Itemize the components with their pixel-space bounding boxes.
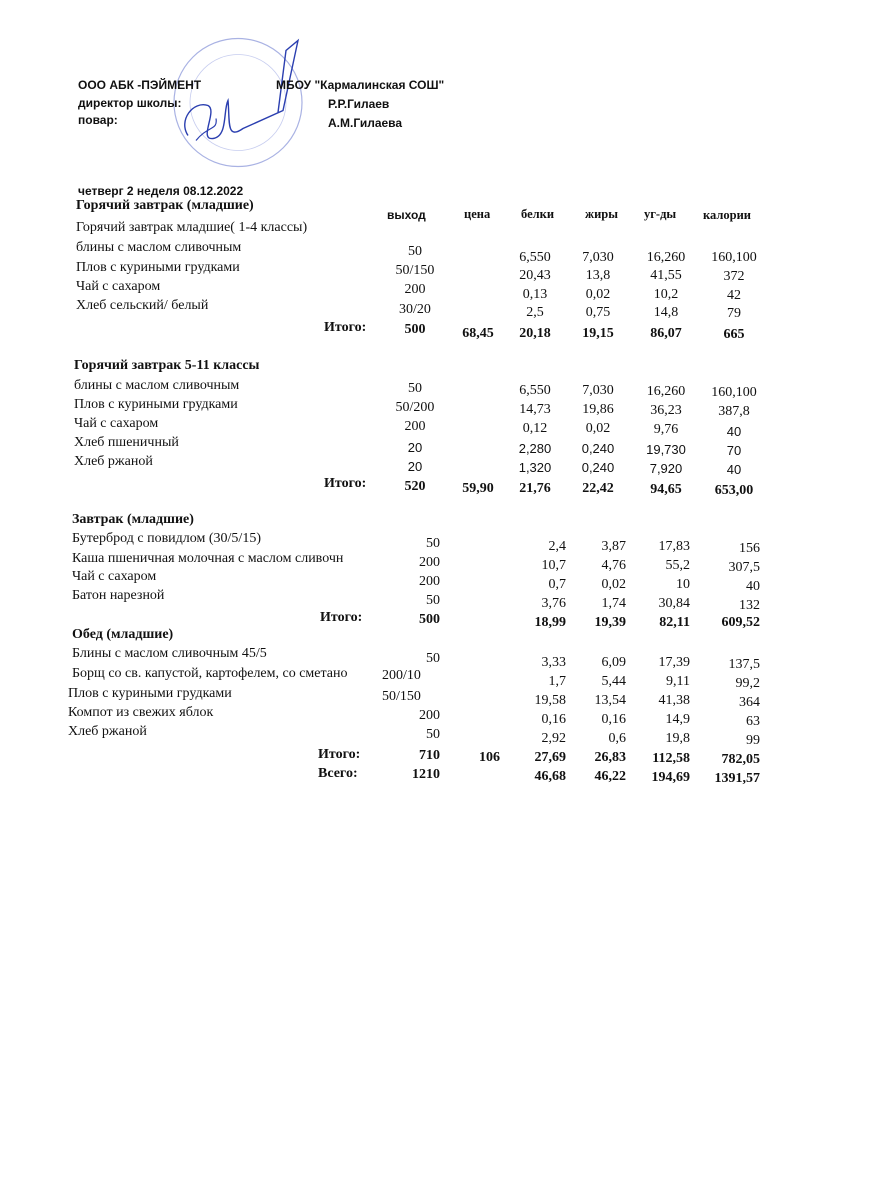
col-price: цена xyxy=(464,207,491,221)
item-carbs: 36,23 xyxy=(650,403,682,418)
item-calories: 40 xyxy=(726,462,742,477)
item-output: 200 xyxy=(419,555,440,570)
org-left: ООО АБК -ПЭЙМЕНТ xyxy=(78,78,202,92)
item-output: 200 xyxy=(419,574,440,589)
menu-item-name: Чай с сахаром xyxy=(74,416,159,431)
item-calories: 70 xyxy=(726,443,742,458)
item-proteins: 0,7 xyxy=(548,577,566,592)
school-stamp-icon xyxy=(168,28,308,178)
item-fats: 1,74 xyxy=(601,596,626,611)
item-output: 50 xyxy=(426,536,440,551)
section-title: Горячий завтрак 5-11 классы xyxy=(74,358,260,373)
menu-item-name: Плов с куриными грудками xyxy=(74,397,238,412)
item-fats: 19,86 xyxy=(582,402,614,417)
section-subtitle: Горячий завтрак младшие( 1-4 классы) xyxy=(76,220,308,235)
item-calories: 79 xyxy=(727,306,741,321)
item-carbs: 16,260 xyxy=(646,250,686,265)
grand-total-label: Всего: xyxy=(318,766,358,781)
item-output: 50 xyxy=(426,593,440,608)
col-output: выход xyxy=(387,208,426,222)
item-proteins: 2,280 xyxy=(518,441,552,456)
item-fats: 13,54 xyxy=(594,693,626,708)
total-proteins: 20,18 xyxy=(519,326,551,341)
menu-item-name: Хлеб сельский/ белый xyxy=(76,298,209,313)
total-proteins: 21,76 xyxy=(519,481,551,496)
item-fats: 6,09 xyxy=(601,655,626,670)
item-carbs: 7,920 xyxy=(649,461,683,476)
total-carbs: 112,58 xyxy=(652,751,690,766)
item-proteins: 1,320 xyxy=(518,460,552,475)
menu-item-name: Плов с куриными грудками xyxy=(68,686,232,701)
item-carbs: 19,8 xyxy=(665,731,690,746)
col-calories: калории xyxy=(703,208,751,222)
grand-total-proteins: 46,68 xyxy=(534,769,566,784)
item-proteins: 3,76 xyxy=(541,596,566,611)
menu-item-name: Чай с сахаром xyxy=(76,279,161,294)
total-label: Итого: xyxy=(324,476,367,491)
item-calories: 307,5 xyxy=(728,560,760,575)
total-calories: 782,05 xyxy=(721,752,760,767)
grand-total-calories: 1391,57 xyxy=(714,771,760,786)
item-carbs: 14,9 xyxy=(665,712,690,727)
item-calories: 99,2 xyxy=(735,676,760,691)
item-output: 20 xyxy=(407,459,423,474)
item-proteins: 3,33 xyxy=(541,655,566,670)
item-proteins: 2,5 xyxy=(526,305,544,320)
section-title: Завтрак (младшие) xyxy=(72,512,194,527)
item-output: 200 xyxy=(404,282,426,297)
item-calories: 63 xyxy=(746,714,760,729)
menu-item-name: Хлеб пшеничный xyxy=(74,435,179,450)
total-fats: 26,83 xyxy=(594,750,626,765)
item-proteins: 0,16 xyxy=(541,712,566,727)
total-price: 106 xyxy=(479,750,500,765)
item-carbs: 55,2 xyxy=(665,558,690,573)
org-right: МБОУ "Кармалинская СОШ" xyxy=(276,78,445,92)
total-calories: 609,52 xyxy=(721,615,760,630)
item-carbs: 19,730 xyxy=(646,442,686,457)
item-carbs: 10 xyxy=(676,577,690,592)
item-output: 200 xyxy=(419,708,440,723)
total-output: 500 xyxy=(419,612,440,627)
item-proteins: 6,550 xyxy=(519,250,551,265)
item-fats: 0,75 xyxy=(585,305,611,320)
grand-total-carbs: 194,69 xyxy=(651,770,690,785)
item-output: 50/150 xyxy=(395,263,435,278)
item-proteins: 1,7 xyxy=(548,674,566,689)
item-carbs: 17,83 xyxy=(658,539,690,554)
item-fats: 0,16 xyxy=(601,712,626,727)
item-fats: 7,030 xyxy=(582,250,614,265)
item-calories: 160,100 xyxy=(711,385,757,400)
item-proteins: 19,58 xyxy=(534,693,566,708)
total-label: Итого: xyxy=(320,610,363,625)
menu-item-name: Каша пшеничная молочная с маслом сливочн xyxy=(72,551,344,566)
item-proteins: 2,92 xyxy=(541,731,566,746)
total-carbs: 82,11 xyxy=(659,615,690,630)
cook-label: повар: xyxy=(78,113,118,127)
item-fats: 3,87 xyxy=(601,539,626,554)
item-fats: 0,02 xyxy=(585,421,611,436)
total-price: 68,45 xyxy=(462,326,494,341)
item-fats: 0,02 xyxy=(601,577,626,592)
item-output: 50 xyxy=(426,651,440,666)
menu-item-name: Бутерброд с повидлом (30/5/15) xyxy=(72,531,261,546)
item-proteins: 0,12 xyxy=(522,421,548,436)
total-fats: 22,42 xyxy=(582,481,614,496)
item-fats: 0,6 xyxy=(608,731,626,746)
total-carbs: 86,07 xyxy=(650,326,682,341)
item-carbs: 14,8 xyxy=(653,305,679,320)
director-label: директор школы: xyxy=(78,96,182,110)
cook-name: А.М.Гилаева xyxy=(328,116,403,130)
item-output: 50/150 xyxy=(382,689,421,704)
item-output: 20 xyxy=(407,440,423,455)
item-carbs: 16,260 xyxy=(646,384,686,399)
section-title: Обед (младшие) xyxy=(72,627,174,642)
item-carbs: 9,76 xyxy=(653,422,679,437)
total-price: 59,90 xyxy=(462,481,494,496)
item-calories: 372 xyxy=(723,269,745,284)
item-proteins: 14,73 xyxy=(519,402,551,417)
section-title: Горячий завтрак (младшие) xyxy=(76,198,254,213)
item-proteins: 20,43 xyxy=(519,268,551,283)
item-carbs: 41,55 xyxy=(650,268,682,283)
menu-item-name: Борщ со св. капустой, картофелем, со сметано xyxy=(72,666,348,681)
menu-item-name: Чай с сахаром xyxy=(72,569,157,584)
item-proteins: 2,4 xyxy=(548,539,566,554)
menu-item-name: блины с маслом сливочным xyxy=(76,240,242,255)
item-output: 50 xyxy=(408,244,422,259)
menu-item-name: Блины с маслом сливочным 45/5 xyxy=(72,646,267,661)
item-calories: 40 xyxy=(726,424,742,439)
total-fats: 19,15 xyxy=(582,326,614,341)
total-calories: 665 xyxy=(723,327,745,342)
item-carbs: 10,2 xyxy=(653,287,679,302)
item-proteins: 6,550 xyxy=(519,383,551,398)
total-proteins: 27,69 xyxy=(534,750,566,765)
total-calories: 653,00 xyxy=(714,483,754,498)
total-output: 710 xyxy=(419,748,440,763)
total-carbs: 94,65 xyxy=(650,482,682,497)
item-output: 50 xyxy=(408,381,422,396)
item-calories: 364 xyxy=(739,695,760,710)
item-calories: 99 xyxy=(746,733,760,748)
item-fats: 7,030 xyxy=(582,383,614,398)
col-fats: жиры xyxy=(585,207,618,221)
grand-total-fats: 46,22 xyxy=(594,769,626,784)
date-line: четверг 2 неделя 08.12.2022 xyxy=(78,184,244,198)
item-output: 50 xyxy=(426,727,440,742)
item-output: 50/200 xyxy=(395,400,435,415)
item-carbs: 17,39 xyxy=(658,655,690,670)
total-fats: 19,39 xyxy=(594,615,626,630)
item-calories: 137,5 xyxy=(728,657,760,672)
total-proteins: 18,99 xyxy=(534,615,566,630)
item-proteins: 0,13 xyxy=(522,287,548,302)
menu-item-name: Хлеб ржаной xyxy=(68,724,147,739)
director-name: Р.Р.Гилаев xyxy=(328,97,390,111)
item-calories: 156 xyxy=(739,541,760,556)
item-carbs: 41,38 xyxy=(658,693,690,708)
item-fats: 4,76 xyxy=(601,558,626,573)
item-calories: 42 xyxy=(727,288,741,303)
menu-item-name: блины с маслом сливочным xyxy=(74,378,240,393)
item-fats: 0,240 xyxy=(581,441,615,456)
item-output: 200/10 xyxy=(382,668,421,683)
item-fats: 0,240 xyxy=(581,460,615,475)
total-output: 500 xyxy=(404,322,426,337)
item-output: 30/20 xyxy=(399,302,431,317)
item-fats: 13,8 xyxy=(585,268,611,283)
item-fats: 0,02 xyxy=(585,287,611,302)
menu-item-name: Компот из свежих яблок xyxy=(68,705,214,720)
menu-item-name: Батон нарезной xyxy=(72,588,165,603)
col-carbs: уг-ды xyxy=(644,207,677,221)
col-proteins: белки xyxy=(521,207,555,221)
item-carbs: 9,11 xyxy=(666,674,690,689)
menu-item-name: Плов с куриными грудками xyxy=(76,260,240,275)
total-label: Итого: xyxy=(324,320,367,335)
item-fats: 5,44 xyxy=(601,674,626,689)
total-label: Итого: xyxy=(318,747,361,762)
total-output: 520 xyxy=(404,479,426,494)
item-calories: 387,8 xyxy=(718,404,750,419)
item-calories: 132 xyxy=(739,598,760,613)
item-output: 200 xyxy=(404,419,426,434)
item-calories: 160,100 xyxy=(711,250,757,265)
menu-item-name: Хлеб ржаной xyxy=(74,454,153,469)
item-carbs: 30,84 xyxy=(658,596,690,611)
item-calories: 40 xyxy=(746,579,760,594)
grand-total-output: 1210 xyxy=(412,767,440,782)
item-proteins: 10,7 xyxy=(541,558,566,573)
